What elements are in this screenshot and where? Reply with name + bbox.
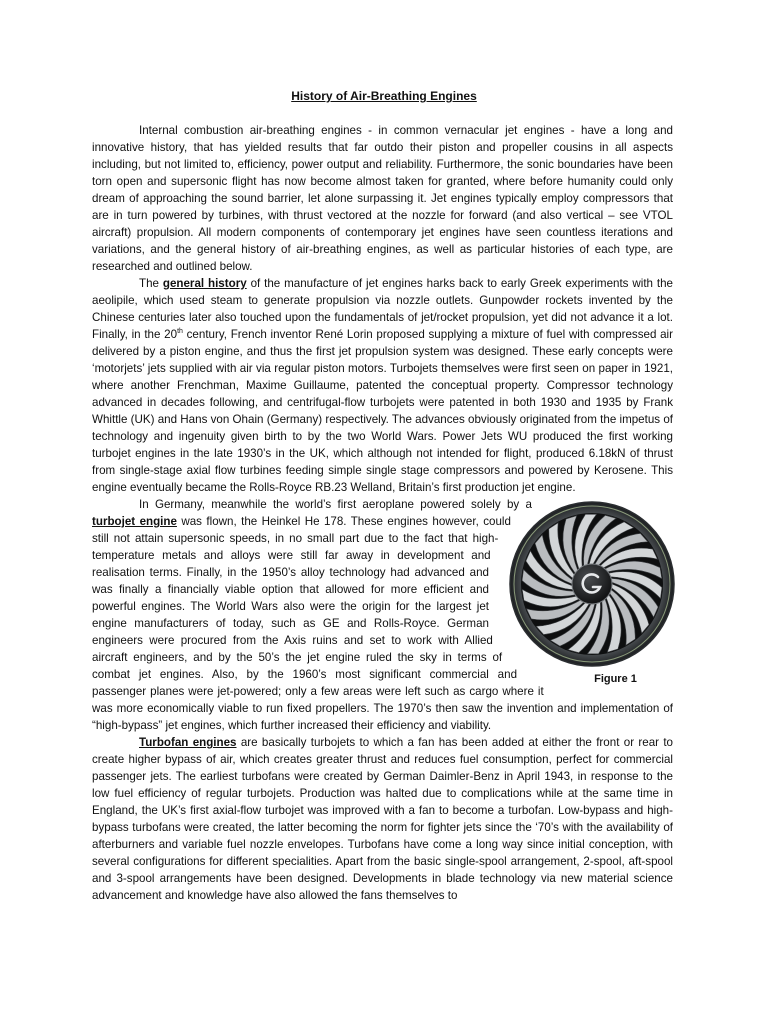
paragraph-turbofan <box>92 734 673 904</box>
spinner-hub <box>572 564 612 604</box>
general-history-link[interactable]: general history <box>162 277 247 290</box>
figure-1 <box>499 500 685 688</box>
p4-text: are basically turbojets to which a fan has been added at either the front or rear to create higher bypass of air, which creates greater thrust and reduces fuel consumption, perfect for commercial passenger jets. The earliest turbofans were created by German Daimler-Benz in April 1943, in response to the low fuel efficiency of regular turbojets. Production was halted due to complications while at the same time in England, the UK’s first axial-flow turbojet was improved with a fan to become a turbofan. Low-bypass and high-bypass turbofans were created, the latter becoming the norm for fighter jets since the ‘70’s with the availability of afterburners and variable fuel nozzle envelopes. Turbofans have come a long way since initial conception, with several configurations for different specialities. Apart from the basic single-spool arrangement, 2-spool, aft-spool and 3-spool arrangements have been designed. Developments in blade technology via new material science advancement and knowledge have also allowed the fans themselves to <box>92 736 673 902</box>
p2-text-cont: century, French inventor René Lorin proposed supplying a mixture of fuel with compressed air delivered by a piston engine, and thus the first jet propulsion system was designed. These early concepts were ‘motorjets’ jets supplied with air via regular piston motors. Turbojets themselves were first seen on paper in 1921, where another Frenchman, Maxime Guillaume, patented the conceptual property. Compressor technology advanced in decades following, and centrifugal-flow turbojets were patented in both 1930 and 1935 by Frank Whittle (UK) and Hans von Ohain (Germany) respectively. The advances obviously originated from the impetus of technology and ingenuity given birth to by the two World Wars. Power Jets WU produced the first working turbojet engines in the late 1930’s in the UK, which although not intended for flight, produced 6.18kN of thrust from single-stage axial flow turbines feeding simple single stage compressors and powered by Kerosene. This engine eventually became the Rolls-Royce RB.23 Welland, Britain’s first production jet engine. <box>92 328 673 494</box>
p3-text: was flown, the Heinkel He 178. These engines however, could still not attain supersonic speeds, in no small part due to the fact that high-temperature metals and alloys were still far away in development and realisation terms. Finally, in the 1950’s alloy technology had advanced and was finally a financially viable option that allowed for more efficient and powerful engines. The World Wars also were the origin for the largest jet engine manufacturers of today, such as GE and Rolls-Royce. German engineers were procured from the Axis ruins and set to work with Allied aircraft engineers, and by the 50’s the jet engine ruled the sky in terms of combat jet engines. Also, by the 1960’s most significant commercial and passenger planes were jet-powered; only a few areas were left such as cargo where it was more economically viable to run fixed propellers. The 1970’s then saw the invention and implementation of “high-bypass” jet engines, which further increased their efficiency and viability. <box>92 515 673 732</box>
paragraph-germany <box>92 496 673 734</box>
turbofan-engines-link[interactable]: Turbofan engines <box>139 736 237 749</box>
turbojet-engine-link[interactable]: turbojet engine <box>92 515 177 528</box>
p3-lead: In Germany, meanwhile the world’s first aeroplane powered solely by a <box>139 498 532 511</box>
turbofan-engine-front-icon <box>499 500 685 668</box>
paragraph-intro: Internal combustion air-breathing engines - in common vernacular jet engines - have a long and innovative history, that has yielded results that far outdo their piston and propeller cousins in all aspects including, but not limited to, efficiency, power output and reliability. Furthermore, the sonic boundaries have been torn open and supersonic flight has now become almost taken for granted, where before humanity could only dream of approaching the sound barrier, let alone surpassing it. Jet engines typically employ compressors that are in turn powered by turbines, with thrust vectored at the nozzle for forward (and also vertical – see VTOL aircraft) propulsion. All modern components of contemporary jet engines have seen countless iterations and variations, and the general history of air-breathing engines, as well as particular histories of each type, are researched and outlined below. <box>92 124 673 273</box>
p2-text: of the manufacture of jet engines harks back to early Greek experiments with the aeolipile, which used steam to generate propulsion via nozzle outlets. Gunpowder rockets invented by the Chinese centuries later also touched upon the fundamentals of jet/rocket propulsion, yet did not advance it a lot. Finally, in the 20 <box>92 277 673 341</box>
paragraph-general-history <box>92 275 673 496</box>
document-body <box>92 122 673 904</box>
p2-lead: The <box>139 277 163 290</box>
ordinal-suffix: th <box>177 328 183 336</box>
document-title: History of Air-Breathing Engines <box>291 89 477 103</box>
figure-caption: Figure 1 <box>594 673 637 685</box>
